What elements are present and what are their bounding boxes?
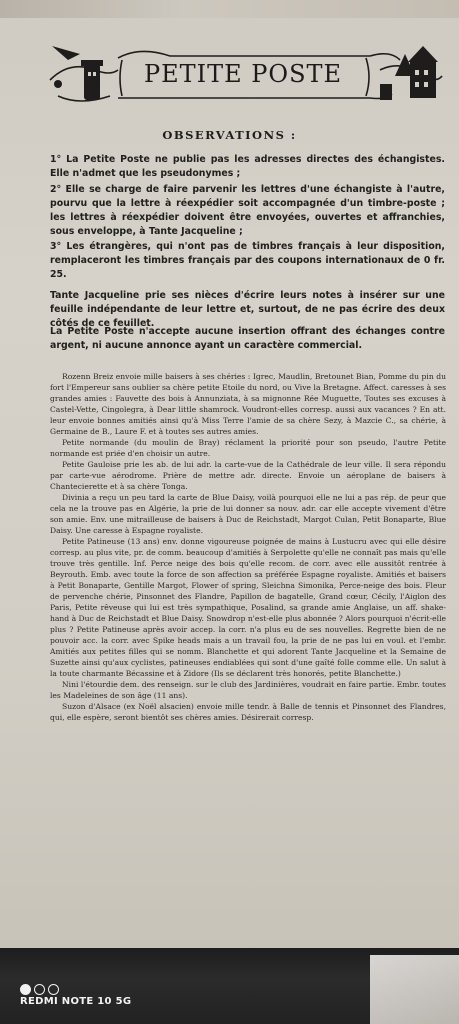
messages-column	[50, 371, 446, 723]
note-instructions: Tante Jacqueline prie ses nièces d'écrire leurs notes à insérer sur une feuille indépendante de leur lettre et, surtout, de ne pas écrire des deux côtés de ce feuillet.	[50, 290, 445, 329]
message-item: Nini l'étourdie dem. des renseign. sur le club des Jardinières, voudrait en faire partie. Embr. toutes les Madeleines de son âge (11 ans).	[50, 680, 446, 700]
camera-dots-icon	[20, 979, 62, 991]
message-item: Petite Gauloise prie les ab. de lui adr. la carte-vue de la Cathédrale de leur ville. Il sera répondu par carte-vue aérodrome. Prière de mettre adr. directe. Envoie un aéroplane de baisers à Chantecierette et à sa chère Tonga.	[50, 460, 446, 491]
message-item: Divinia a reçu un peu tard la carte de Blue Daisy, voilà pourquoi elle ne lui a pas rép. de peur que cela ne la trouve pas en Algérie, la prie de lui donner sa nouv. adr. car elle accepte vivement d'être son amie. Env. une mitrailleuse de baisers à Duc de Reichstadt, Margot Culan, Petit Bonaparte, Blue Daisy. Une caresse à Espagne royaliste.	[50, 493, 446, 535]
observations-heading: OBSERVATIONS :	[162, 128, 297, 142]
observation-item-1: 1° La Petite Poste ne publie pas les adresses directes des échangistes. Elle n'admet que les pseudonymes ;	[50, 154, 445, 179]
page-title: PETITE POSTE	[143, 60, 343, 88]
observation-item-2: 2° Elle se charge de faire parvenir les lettres d'une échangiste à l'autre, pourvu que la lettre à réexpédier soit accompagnée d'un timbre-poste ; les lettres à réexpédier doivent être envoyées, ouvertes et affranchies, sous enveloppe, à Tante Jacqueline ;	[50, 184, 445, 237]
message-item: Petite normande (du moulin de Bray) réclament la priorité pour son pseudo, l'autre Petite normande est priée d'en choisir un autre.	[50, 438, 446, 458]
dot-icon	[48, 984, 59, 995]
message-item: Petite Patineuse (13 ans) env. donne vigoureuse poignée de mains à Lustucru avec qui elle désire corresp. au plus vite, pr. de comm. beaucoup d'amitiés à Serpolette qu'elle ne connaît pas mais qu'elle trouve très gentille. Inf. Perce neige des bois qu'elle recom. de corr. avec elle aussitôt rentrée à Beyrouth. Emb. avec toute la force de son affection sa préférée Espagne royaliste. Amitiés et baisers à Petit Bonaparte, Gentille Margot, Flower of spring, Sleichna Simonika, Perce-neige des bois. Fleur de pervenche chérie, Pinsonnet des Flandre, Papillon de bagatelle, Grand cœur, Cécily, l'Aiglon des Paris, Petite rêveuse qui lui est très sympathique, Posalind, sa grande amie Anglaise, un aff. shake-hand à Duc de Reichstadt et Blue Daisy. Snowdrop n'est-elle plus abonnée ? Alors pourquoi n'écrit-elle plus ? Petite Patineuse après avoir accep. la corr. n'a plus eu de ses nouvelles. Regrette bien de ne pouvoir acc. la corr. avec Spike heads mais a un travail fou, la prie de ne pas lui en voul. et l'embr. Amitiés aux petites filles qui se nomm. Blanchette et qui adorent Tante Jacqueline et la Semaine de Suzette ainsi qu'aux cyclistes, patineuses endiablées qui sont d'une gaîté folle comme elle. Un salut à la toute charmante Bécassine et à Zidore (Ils se déclarent très honorés, petite Blanchette.)	[50, 537, 447, 678]
dot-icon	[34, 984, 45, 995]
message-item: Suzon d'Alsace (ex Noël alsacien) envoie mille tendr. à Balle de tennis et Pinsonnet des Flandres, qui, elle espère, seront bientôt ses chères amies. Désirerait corresp.	[50, 702, 446, 722]
message-item: Rozenn Breiz envoie mille baisers à ses chéries : Igrec, Maudlin, Bretounet Bian, Pomme du pin du fort l'Empereur sans oublier sa chère petite Etoile du nord, ou Vive la Bretagne. Affect. caresses à ses grandes amies : Fauvette des bois à Annunziata, à sa mignonne Rée Muguette, Toutes ses excuses à Castel-Vette, Cingolegra, à Dear little shamrock. Voudront-elles corresp. aussi aux vacances ? En att. leur envoie bonnes amitiés ainsi qu'à Miss Terre l'amie de sa chère Sezy, à Mazcie C., sa chérie, à Germaine de B., Laure F. et à toutes ses autres amies.	[50, 372, 446, 436]
dot-icon	[20, 984, 31, 995]
paper-corner	[370, 955, 459, 1024]
camera-watermark: REDMI NOTE 10 5G	[20, 996, 132, 1007]
note-commercial: La Petite Poste n'accepte aucune insertion offrant des échanges contre argent, ni aucune annonce ayant un caractère commercial.	[50, 326, 445, 351]
observation-item-3: 3° Les étrangères, qui n'ont pas de timbres français à leur disposition, remplaceront les timbres français par des coupons internationaux de 0 fr. 25.	[50, 241, 445, 280]
page-top-edge	[0, 0, 459, 18]
